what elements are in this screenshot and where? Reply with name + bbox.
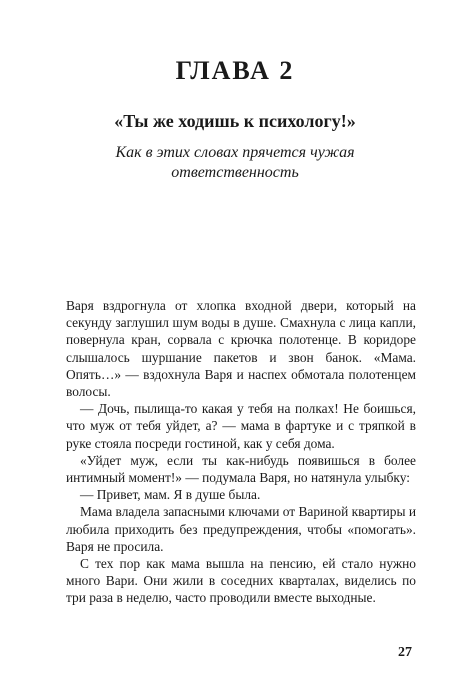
paragraph: — Привет, мам. Я в душе была. [80,487,261,503]
chapter-title: «Ты же ходишь к психологу!» [114,111,356,131]
body-text [66,297,416,607]
paragraph: Варя вздрогнула от хлопка входной двери, который на секунду заглушил шум воды в душе. Смахнула с лица капли, повернула кран, сорвала с крючка полотенце. В коридоре слышалось шуршание пакетов и звон банок. «Мама. Опять…» — вздохнула Варя и наспех обмотала полотенцем волосы. [66,298,416,400]
page-number: 27 [398,645,412,660]
chapter-label: ГЛАВА 2 [175,56,295,85]
paragraph: Мама владела запасными ключами от Вариной квартиры и любила приходить без предупреждения, чтобы «помогать». Варя не просила. [66,504,416,554]
chapter-subtitle: Как в этих словах прячется чужая ответственность [115,144,355,181]
paragraph: — Дочь, пылища-то какая у тебя на полках! Не боишься, что муж от тебя уйдет, а? — мама в фартуке и с тряпкой в руке стояла посреди гостиной, как у себя дома. [66,401,416,451]
paragraph: «Уйдет муж, если ты как-нибудь появишься в более интимный момент!» — подумала Варя, но натянула улыбку: [66,452,416,486]
paragraph: С тех пор как мама вышла на пенсию, ей стало нужно много Вари. Они жили в соседних кварталах, виделись по три раза в неделю, часто проводили вместе выходные. [66,556,416,606]
